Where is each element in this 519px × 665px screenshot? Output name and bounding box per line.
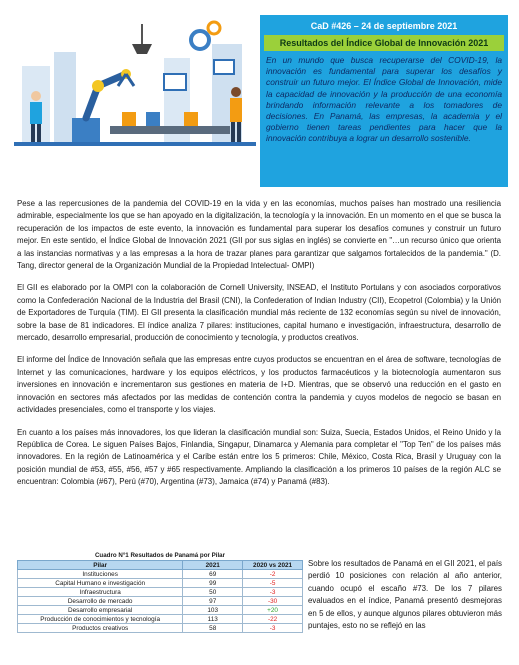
cell-change: -5 [243, 579, 303, 588]
cell-pilar: Productos creativos [18, 624, 183, 633]
issue-title: CaD #426 – 24 de septiembre 2021 [310, 21, 458, 31]
header-change: 2020 vs 2021 [243, 561, 303, 570]
cell-2021: 58 [183, 624, 243, 633]
report-subtitle: Resultados del Índice Global de Innovación 2021 [264, 35, 504, 51]
cell-2021: 99 [183, 579, 243, 588]
cell-pilar: Producción de conocimientos y tecnología [18, 615, 183, 624]
cell-2021: 69 [183, 570, 243, 579]
results-table [17, 560, 303, 633]
cell-pilar: Capital Humano e investigación [18, 579, 183, 588]
table-row [18, 615, 303, 624]
cell-2021: 113 [183, 615, 243, 624]
table-caption: Cuadro N°1 Resultados de Panamá por Pilar [94, 552, 226, 559]
lead-summary: En un mundo que busca recuperarse del COVID-19, la innovación es fundamental para superar los desafíos y construir un futuro mejor. El Índice Global de Innovación, mide la capacidad de innovación y la producción de una economía brindando información relevante a los tomadores de decisiones. En Panamá, las empresas, la academia y el gobierno tienen tareas pendientes para hacer que la innovación contribuya a lograr un desarrollo sostenible. [266, 55, 502, 144]
header-box [260, 15, 508, 187]
cell-pilar: Instituciones [18, 570, 183, 579]
cell-change: -3 [243, 588, 303, 597]
cell-change: -30 [243, 597, 303, 606]
table-row [18, 588, 303, 597]
cell-2021: 50 [183, 588, 243, 597]
paragraph-1: Pese a las repercusiones de la pandemia del COVID-19 en la vida y en las economías, muchos países han mostrado una resiliencia admirable, especialmente los que se han apoyado en la digitalización, la tecnología y la innovación. En un momento en el que se busca la recuperación de los impactos de este evento, la innovación es fundamental para superar los desafíos comunes y construir un futuro mejor. En este sentido, el Índice Global de Innovación 2021 (GII por sus siglas en inglés) se convierte en "…un recurso único que orienta a las instancias normativas y a las empresas a la hora de trazar planes para garantizar que salgamos fortalecidos de la pandemia." (D. Tang, director general de la Organización Mundial de la Propiedad Intelectual- OMPI) [17, 199, 501, 271]
innovation-illustration [14, 14, 256, 162]
table-row [18, 579, 303, 588]
table-row [18, 606, 303, 615]
cell-pilar: Desarrollo empresarial [18, 606, 183, 615]
table-row [18, 597, 303, 606]
cell-change: -3 [243, 624, 303, 633]
cell-change: +20 [243, 606, 303, 615]
cell-pilar: Desarrollo de mercado [18, 597, 183, 606]
table-header-row [18, 561, 303, 570]
paragraph-3: El informe del Índice de Innovación señala que las empresas entre cuyos productos se encuentran en el área de software, tecnologías de Internet y las comunicaciones, hardware y los equipos eléctricos, y los productos farmacéuticos y la biotecnología aumentaron sus inversiones en innovación e incrementaron sus gestiones en materia de I+D. Mientras, que se observó una reducción en el gasto en innovación en sectores más afectados por las medidas de contención contra la pandemia y cuyos modelos de negocio se basan en actividades presenciales, como el transporte y los viajes. [17, 355, 501, 415]
table-row [18, 570, 303, 579]
paragraph-4: En cuanto a los países más innovadores, los que lideran la clasificación mundial son: Suiza, Suecia, Estados Unidos, el Reino Unido y la República de Corea. Le siguen Países Bajos, Finlandia, Singapur, Dinamarca y Alemania para completar el "Top Ten" de los países más innovadores. En la región de Latinoamérica y el Caribe están entre los 5 primeros: Chile, México, Costa Rica, Brasil y Uruguay con la posición mundial de #53, #55, #56, #57 y #65 respectivamente. Ampliando la clasificación a los primeros 10 países de la región ALC se encuentran: Colombia (#67), Perú (#70), Argentina (#73), Jamaica (#74) y Panamá (#83). [17, 427, 501, 487]
cell-change: -2 [243, 570, 303, 579]
cell-pilar: Infraestructura [18, 588, 183, 597]
side-paragraph: Sobre los resultados de Panamá en el GII 2021, el país perdió 10 posiciones con relación al año anterior, cuando ocupó el escaño #73. De los 7 pilares evaluados en el índice, Panamá presentó desmejoras en 5 de ellos, y aunque algunos pilares obtuvieron más puntajes, esto no se reflejó en las [308, 559, 502, 631]
cell-change: -22 [243, 615, 303, 624]
panama-results-table [17, 552, 303, 633]
paragraph-2: El GII es elaborado por la OMPI con la colaboración de Cornell University, INSEAD, el Instituto Portulans y con asociados corporativos como la Confederación Nacional de la Industria del Brasil (CNI), la Confederation of Indian Industry (CII), Ecopetrol (Colombia) y la Unión de Exportadores de Turquía (TIM). El GII presenta la clasificación mundial más reciente de 132 economías según su nivel de innovación, sobre la base de 81 indicadores. El índice analiza 7 pilares: instituciones, capital humano e investigación, infraestructura, desarrollo de mercado, desarrollo empresarial, producción de conocimiento y tecnología, y productos creativos. [17, 283, 501, 343]
header-pilar: Pilar [18, 561, 183, 570]
header-2021: 2021 [183, 561, 243, 570]
table-row [18, 624, 303, 633]
article-body [17, 198, 501, 499]
cell-2021: 103 [183, 606, 243, 615]
cell-2021: 97 [183, 597, 243, 606]
